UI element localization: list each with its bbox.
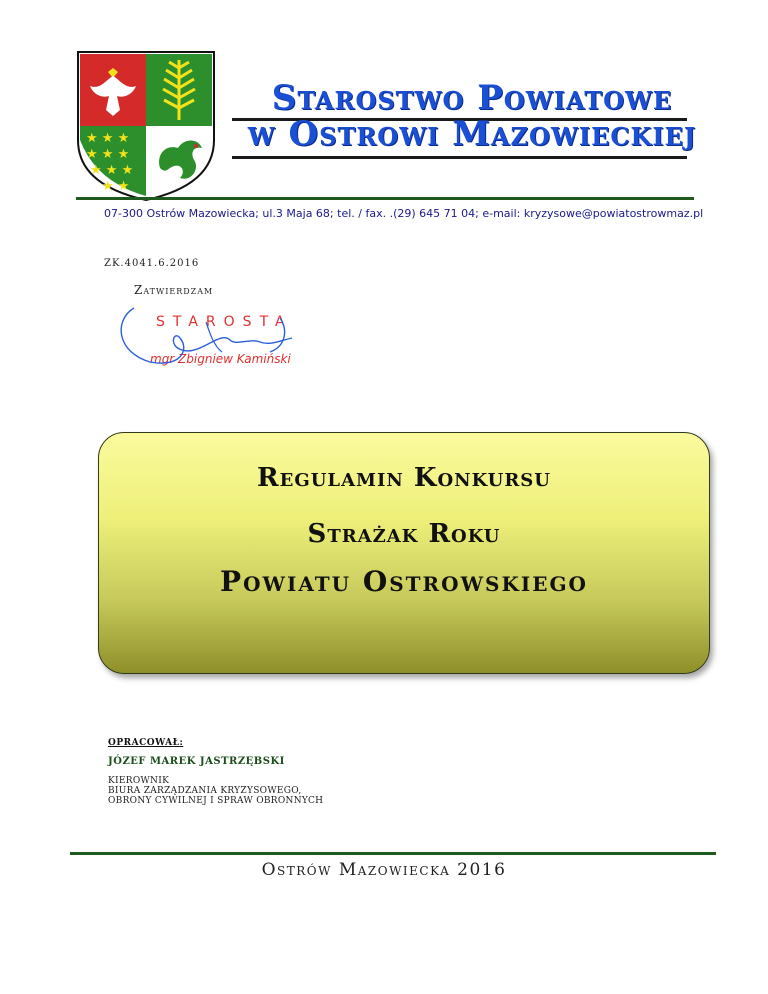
title-banner — [98, 432, 710, 674]
contact-address: 07-300 Ostrów Mazowiecka; ul.3 Maja 68; tel. / fax. .(29) 645 71 04; e-mail: kryzysowe@powiatostrowmaz.pl — [104, 207, 704, 220]
signature-icon — [110, 290, 310, 370]
banner-line3: Powiatu Ostrowskiego — [220, 565, 588, 598]
approval-label: Zatwierdzam — [134, 283, 214, 297]
stamp-title: STAROSTA — [156, 314, 293, 330]
svg-text:★ ★: ★ ★ — [102, 179, 130, 194]
title-underline — [232, 156, 687, 159]
footer-place-year: Ostrów Mazowiecka 2016 — [261, 860, 507, 880]
banner-line2: Strażak Roku — [307, 519, 501, 549]
svg-text:★ ★ ★: ★ ★ ★ — [90, 163, 134, 178]
svg-text:★ ★ ★: ★ ★ ★ — [86, 131, 130, 146]
author-role-line: BIURA ZARZĄDZANIA KRYZYSOWEGO, — [108, 786, 302, 796]
stamp-name: mgr Zbigniew Kamiński — [150, 352, 291, 366]
stars-icon — [86, 131, 133, 194]
reference-number: ZK.4041.6.2016 — [104, 258, 200, 269]
author-name: JÓZEF MAREK JASTRZĘBSKI — [108, 756, 285, 767]
prepared-by-label: OPRACOWAŁ: — [108, 738, 184, 748]
author-role-line: KIEROWNIK — [108, 776, 170, 786]
coat-of-arms — [76, 50, 216, 202]
banner-line1: Regulamin Konkursu — [257, 463, 551, 493]
author-role-line: OBRONY CYWILNEJ I SPRAW OBRONNYCH — [108, 796, 324, 806]
page-title-line2: w Ostrowi Mazowieckiej — [247, 114, 697, 154]
page-title-line1: Starostwo Powiatowe — [271, 78, 673, 118]
svg-text:★ ★ ★: ★ ★ ★ — [86, 147, 130, 162]
author-role — [108, 776, 323, 806]
header-divider — [76, 197, 694, 200]
footer-divider — [70, 852, 716, 855]
